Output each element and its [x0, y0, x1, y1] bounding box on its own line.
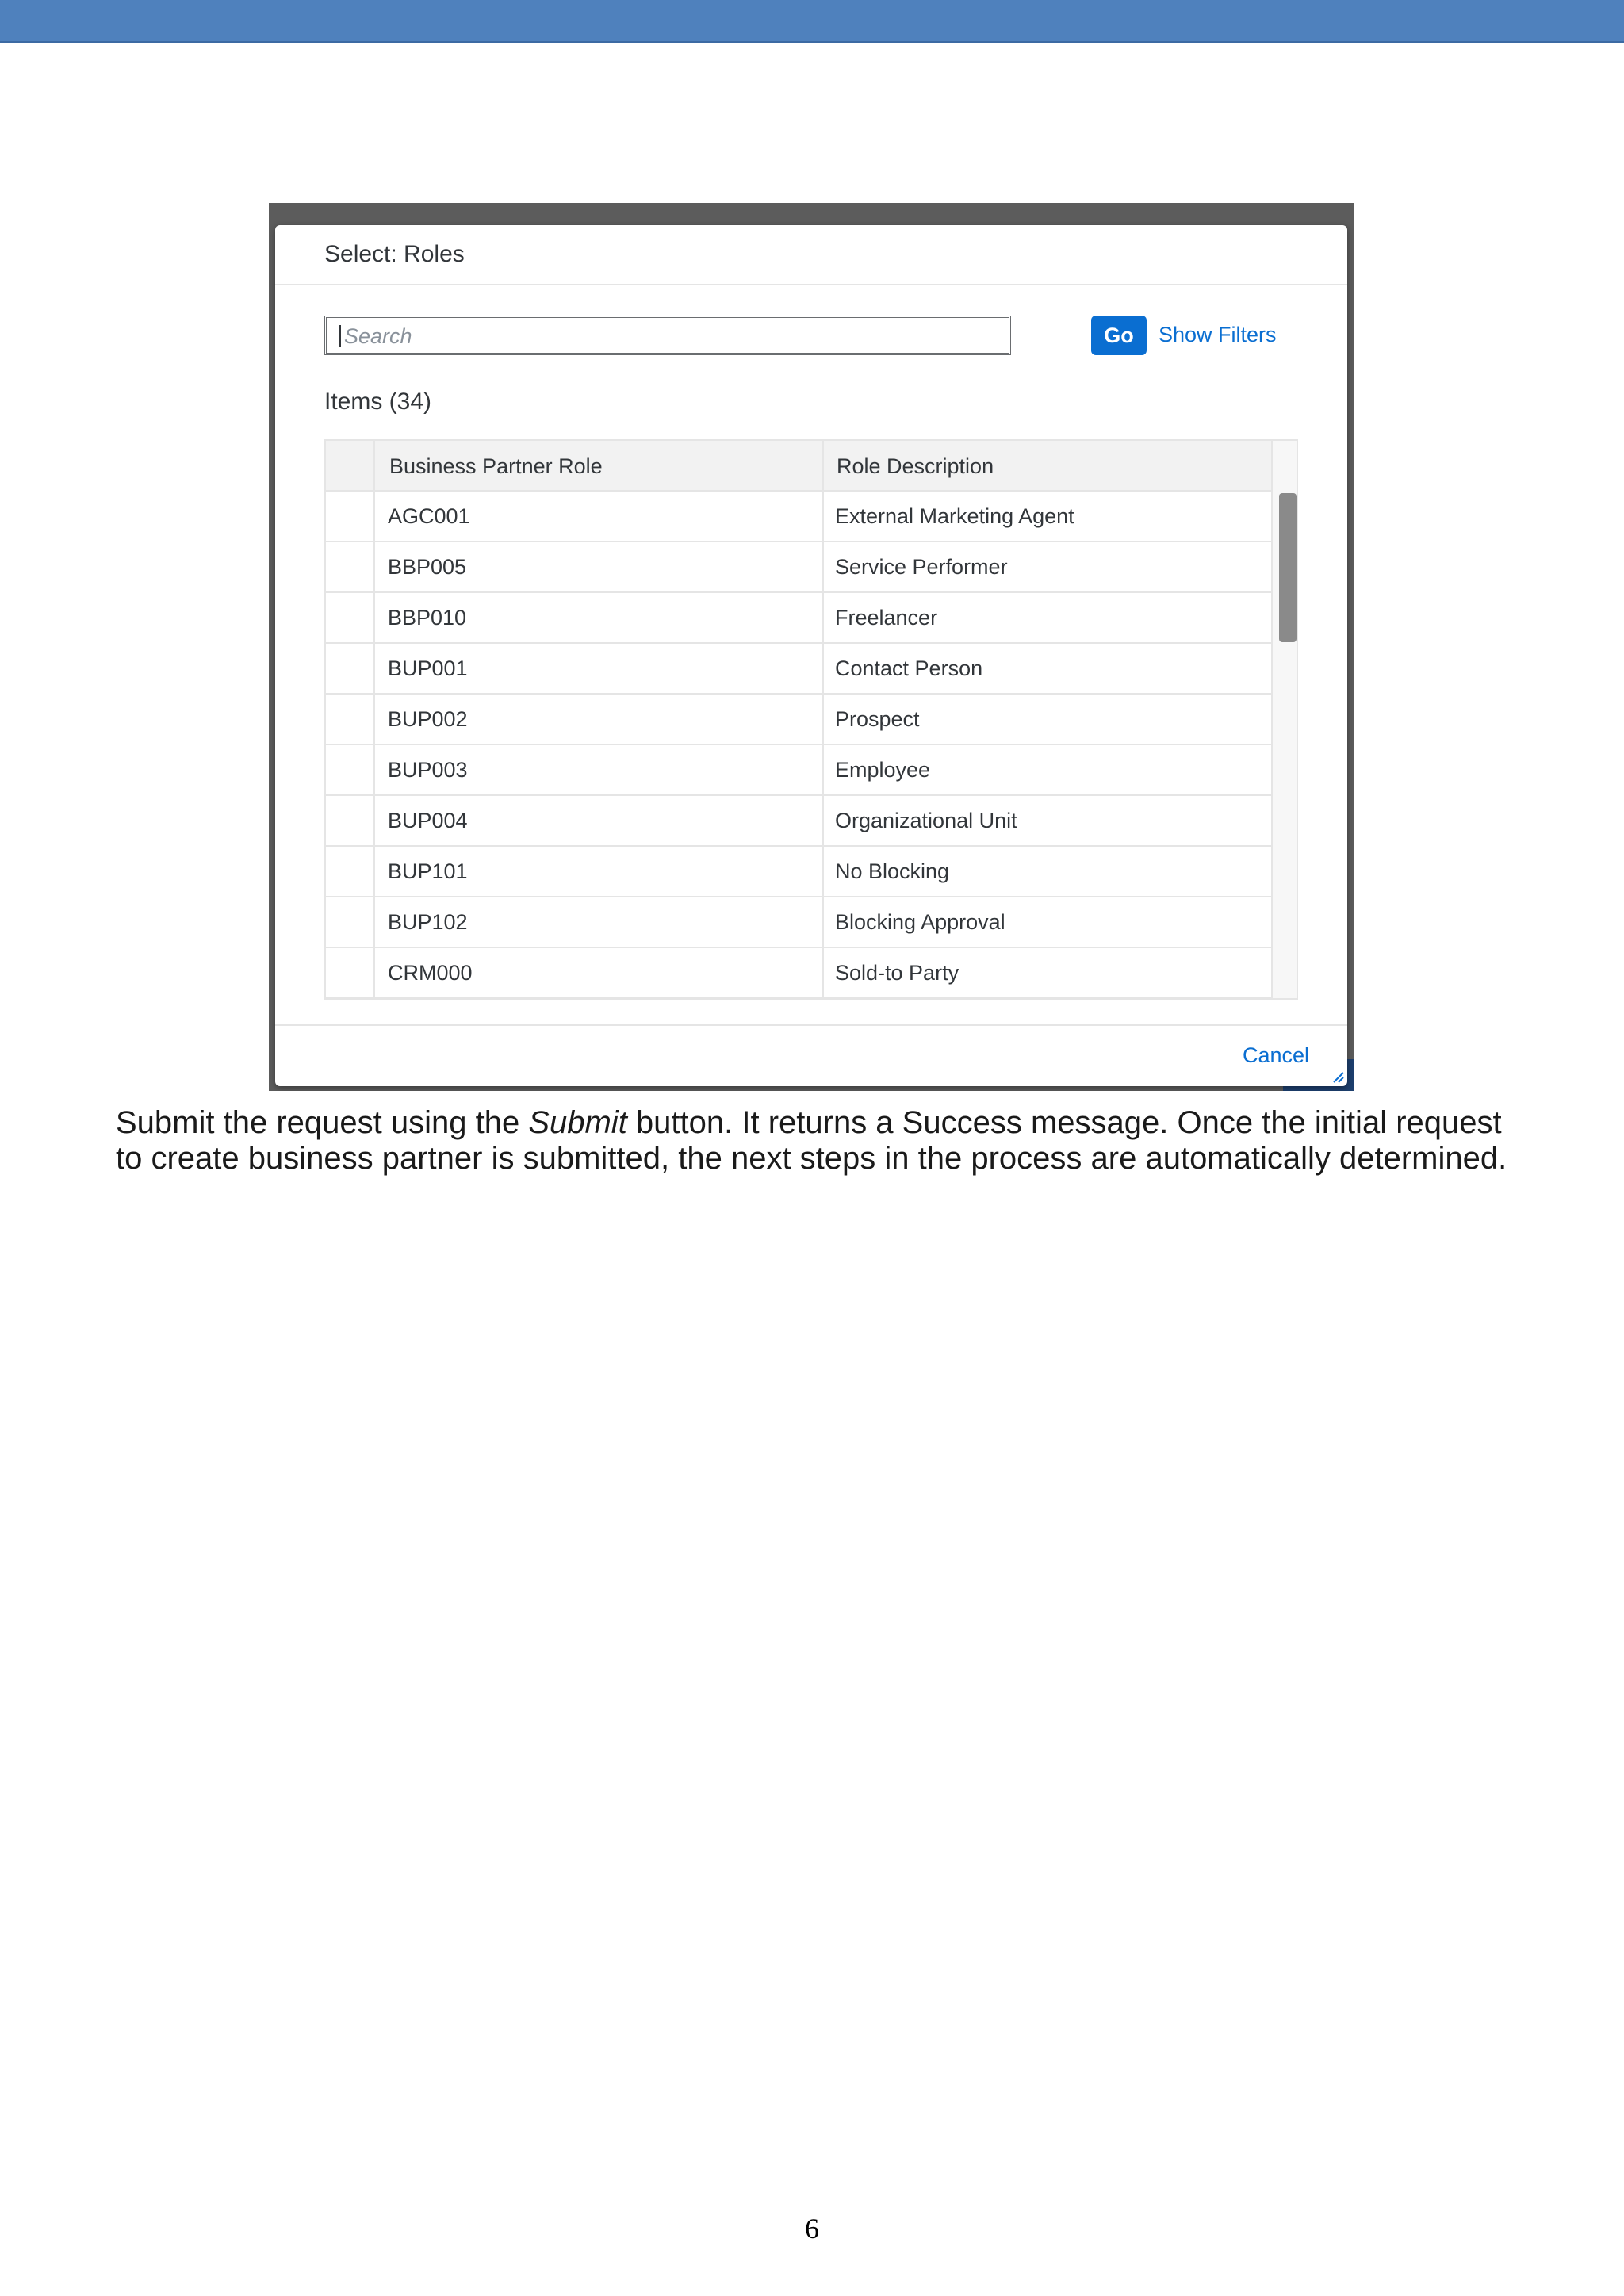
role-description-cell: Organizational Unit [835, 809, 1017, 832]
role-description-cell: Service Performer [835, 555, 1008, 579]
role-code-cell: CRM000 [388, 961, 473, 985]
page-header-band [0, 0, 1624, 43]
column-header-description: Role Description [837, 454, 994, 478]
role-code-cell: BBP010 [388, 606, 467, 629]
table-header-row [326, 441, 1271, 492]
role-code-cell: BUP101 [388, 859, 468, 883]
table-row[interactable] [326, 644, 1271, 695]
role-description-cell: Blocking Approval [835, 910, 1005, 934]
role-code-cell: BUP001 [388, 656, 468, 680]
role-description-cell: Sold-to Party [835, 961, 959, 985]
table-row[interactable] [326, 542, 1271, 593]
table-row[interactable] [326, 695, 1271, 745]
table-row[interactable] [326, 948, 1271, 999]
search-field[interactable] [324, 316, 1011, 355]
scrollbar-thumb[interactable] [1279, 493, 1297, 642]
table-scrollbar[interactable] [1271, 441, 1298, 1000]
dialog-title: Select: Roles [324, 241, 465, 267]
table-row[interactable] [326, 847, 1271, 897]
search-input[interactable] [344, 323, 994, 350]
role-description-cell: No Blocking [835, 859, 950, 883]
dialog-header [275, 225, 1347, 285]
instruction-paragraph [116, 1105, 1511, 1177]
role-code-cell: AGC001 [388, 504, 470, 528]
role-code-cell: BUP102 [388, 910, 468, 934]
table-row[interactable] [326, 796, 1271, 847]
dialog-screenshot [269, 203, 1354, 1091]
role-code-cell: BUP004 [388, 809, 468, 832]
table-row[interactable] [326, 492, 1271, 542]
role-code-cell: BUP002 [388, 707, 468, 731]
role-description-cell: Prospect [835, 707, 920, 731]
table-body [326, 492, 1271, 999]
submit-term: Submit [528, 1105, 627, 1140]
show-filters-link[interactable]: Show Filters [1159, 323, 1277, 346]
column-header-role: Business Partner Role [389, 454, 603, 478]
go-button[interactable]: Go [1091, 316, 1147, 355]
table-row[interactable] [326, 897, 1271, 948]
role-code-cell: BBP005 [388, 555, 467, 579]
paragraph-text-end: button. It returns a Success message. Once the initial request to create business partner is submitted, the next steps in the process are automatically determined. [116, 1105, 1507, 1176]
role-description-cell: External Marketing Agent [835, 504, 1074, 528]
dialog-footer [275, 1024, 1347, 1086]
column-divider [373, 441, 375, 1000]
roles-table [324, 439, 1298, 1000]
role-description-cell: Employee [835, 758, 931, 782]
text-cursor [339, 325, 341, 347]
role-code-cell: BUP003 [388, 758, 468, 782]
items-count-label: Items (34) [324, 388, 432, 415]
select-roles-dialog [275, 225, 1347, 1086]
cancel-button[interactable]: Cancel [1242, 1043, 1309, 1067]
column-divider [822, 441, 824, 1000]
role-description-cell: Contact Person [835, 656, 983, 680]
paragraph-text-start: Submit the request using the [116, 1105, 529, 1140]
table-row[interactable] [326, 593, 1271, 644]
table-row[interactable] [326, 745, 1271, 796]
role-description-cell: Freelancer [835, 606, 938, 629]
page-number: 6 [805, 2213, 819, 2244]
resize-handle-icon[interactable] [1330, 1069, 1344, 1083]
